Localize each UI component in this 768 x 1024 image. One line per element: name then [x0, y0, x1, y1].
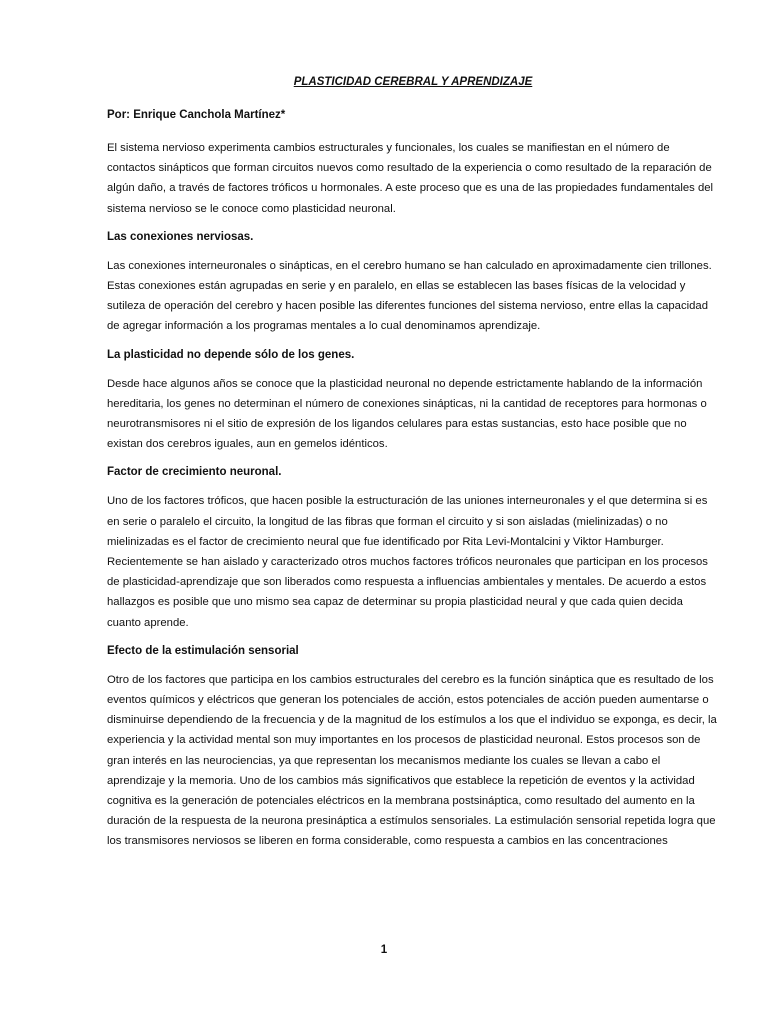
document-body	[107, 74, 719, 862]
section-paragraph-genes: Desde hace algunos años se conoce que la plasticidad neuronal no depende estrictamente hablando de la información hereditaria, los genes no determinan el número de conexiones sinápticas, ni la cantidad de receptores para hormonas o neurotransmisores ni el sitio de expresión de los ligandos celulares para estas sustancias, esto hace posible que no existan dos cerebros iguales, aun en gemelos idénticos.	[107, 377, 707, 451]
section-heading-estimulacion: Efecto de la estimulación sensorial	[107, 644, 299, 657]
section-heading-genes: La plasticidad no depende sólo de los genes.	[107, 348, 355, 361]
section-paragraph-factor-crecimiento: Uno de los factores tróficos, que hacen posible la estructuración de las uniones interneuronales y el que determina si es en serie o paralelo el circuito, la longitud de las fibras que forman el circuito y si son aisladas (mielinizadas) o no mielinizadas es el factor de crecimiento neural que fue identificado por Rita Levi-Montalcini y Viktor Hamburger. Recientemente se han aislado y caracterizado otros muchos factores tróficos neuronales que participan en los procesos de plasticidad-aprendizaje que son liberados como respuesta a influencias ambientales y mentales. De acuerdo a estos hallazgos es posible que uno mismo sea capaz de determinar su propia plasticidad neural y que cada quien decida cuanto aprende.	[107, 495, 708, 629]
section-heading-conexiones: Las conexiones nerviosas.	[107, 230, 254, 243]
section-paragraph-conexiones: Las conexiones interneuronales o sinápticas, en el cerebro humano se han calculado en aproximadamente cien trillones. Estas conexiones están agrupadas en serie y en paralelo, en ellas se establecen las bases físicas de la velocidad y sutileza de operación del cerebro y hacen posible las diferentes funciones del sistema nervioso, entre ellas la capacidad de agregar información a los programas mentales a lo cual denominamos aprendizaje.	[107, 259, 712, 333]
section-paragraph-estimulacion: Otro de los factores que participa en los cambios estructurales del cerebro es la función sináptica que es resultado de los eventos químicos y eléctricos que generan los potenciales de acción, estos potenciales de acción pueden aumentarse o disminuirse dependiendo de la frecuencia y de la magnitud de los estímulos a los que el individuo se exponga, es decir, la experiencia y la actividad mental son muy importantes en los procesos de plasticidad neuronal. Estos procesos son de gran interés en las neurociencias, ya que representan los mecanismos mediante los cuales se llevan a cabo el aprendizaje y la memoria. Uno de los cambios más significativos que establece la repetición de eventos y la actividad cognitiva es la generación de potenciales eléctricos en la membrana postsináptica, como resultado del aumento en la duración de la respuesta de la neurona presináptica a estímulos sensoriales. La estimulación sensorial repetida logra que los transmisores nerviosos se liberen en forma considerable, como respuesta a cambios en las concentraciones	[107, 673, 717, 848]
author-line: Por: Enrique Canchola Martínez*	[107, 109, 286, 121]
document-title: PLASTICIDAD CEREBRAL Y APRENDIZAJE	[293, 76, 533, 88]
intro-paragraph: El sistema nervioso experimenta cambios estructurales y funcionales, los cuales se manifiestan en el número de contactos sinápticos que forman circuitos nuevos como resultado de la experiencia o como resultado de la reparación de algún daño, a través de factores tróficos u hormonales. A este proceso que es una de las propiedades fundamentales del sistema nervioso se le conoce como plasticidad neuronal.	[107, 142, 714, 215]
section-heading-factor-crecimiento: Factor de crecimiento neuronal.	[107, 466, 282, 479]
page-number: 1	[380, 944, 388, 956]
